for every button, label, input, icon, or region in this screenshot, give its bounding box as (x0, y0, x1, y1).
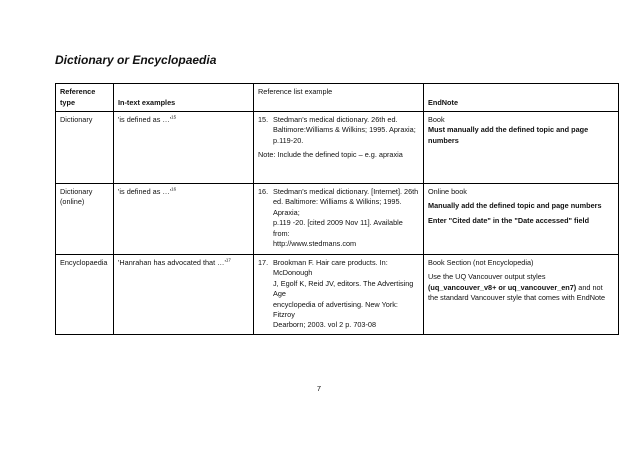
reference-entry (258, 115, 419, 146)
cell-reference-list (254, 184, 424, 255)
endnote-instruction-date: Enter "Cited date" in the "Date accessed" field (428, 215, 590, 225)
citation-superscript: 16 (171, 186, 177, 192)
cell-endnote (424, 255, 619, 335)
reference-line: p.119 -20. [cited 2009 Nov 11]. Available from: (273, 218, 403, 238)
cell-in-text (114, 184, 254, 255)
in-text-example: 'is defined as …' (118, 115, 172, 124)
table-header-row (56, 84, 619, 112)
reference-note: Note: Include the defined topic – e.g. apraxia (258, 150, 403, 160)
table-row (56, 112, 619, 184)
citation-superscript: 17 (225, 257, 231, 263)
reference-line: Stedman's medical dictionary. [Internet]. 26th (273, 187, 419, 196)
header-reference-list: Reference list example (254, 84, 424, 112)
table-row (56, 184, 619, 255)
header-endnote: EndNote (424, 84, 619, 112)
endnote-text-continued: and not the standard Vancouver style that comes with EndNote (428, 282, 606, 303)
in-text-example: 'is defined as …' (118, 187, 172, 196)
endnote-type: Book Section (not Encyclopedia) (428, 258, 534, 267)
reference-type-sublabel: (online) (60, 197, 85, 207)
reference-entry (258, 258, 419, 331)
citation-superscript: 15 (171, 114, 177, 120)
page-heading: Dictionary or Encyclopaedia (55, 53, 217, 67)
reference-number: 15. (258, 115, 269, 124)
endnote-style-names: (uq_vancouver_v8+ or uq_vancouver_en7) (428, 282, 577, 292)
reference-line: http://www.stedmans.com (273, 239, 357, 249)
reference-line: ed. Baltimore: Williams & Wilkins; 1995. Apraxia; (273, 197, 402, 217)
reference-text (273, 258, 419, 331)
page-number: 7 (316, 384, 322, 393)
reference-line: Brookman F. Hair care products. In: McDonough (273, 258, 388, 278)
endnote-instruction: Manually add the defined topic and page numbers (428, 201, 602, 211)
cell-reference-type (56, 184, 114, 255)
reference-type-label: Encyclopaedia (60, 258, 108, 267)
cell-reference-type (56, 255, 114, 335)
reference-line: encyclopedia of advertising. New York: Fitzroy (273, 299, 398, 320)
table-row (56, 255, 619, 335)
cell-reference-list (254, 255, 424, 335)
reference-text (273, 115, 416, 146)
cell-reference-list (254, 112, 424, 184)
reference-type-label: Dictionary (60, 115, 93, 124)
reference-line: p.119-20. (273, 135, 304, 145)
reference-number: 16. (258, 187, 269, 196)
endnote-type: Online book (428, 187, 467, 196)
header-in-text: In-text examples (114, 84, 254, 112)
in-text-example: 'Hanrahan has advocated that …' (118, 258, 226, 267)
reference-line: J, Egolf K, Reid JV, editors. The Advertising Age (273, 278, 414, 299)
cell-endnote (424, 112, 619, 184)
header-reference-type: Reference type (56, 84, 114, 112)
reference-line: Dearborn; 2003. vol 2 p. 703-08 (273, 320, 377, 330)
reference-number: 17. (258, 258, 269, 267)
reference-text (273, 187, 419, 249)
reference-line: Stedman's medical dictionary. 26th ed. (273, 115, 398, 124)
endnote-text: Use the UQ Vancouver output styles (428, 272, 546, 282)
reference-table (55, 83, 619, 335)
endnote-instruction (428, 272, 614, 303)
reference-type-label: Dictionary (60, 187, 93, 196)
cell-in-text (114, 255, 254, 335)
cell-endnote (424, 184, 619, 255)
reference-line: Baltimore:Williams & Wilkins; 1995. Apraxia; (273, 125, 416, 135)
cell-in-text (114, 112, 254, 184)
reference-entry (258, 187, 419, 249)
endnote-instruction: Must manually add the defined topic and page numbers (428, 125, 589, 145)
cell-reference-type (56, 112, 114, 184)
endnote-type: Book (428, 115, 445, 124)
